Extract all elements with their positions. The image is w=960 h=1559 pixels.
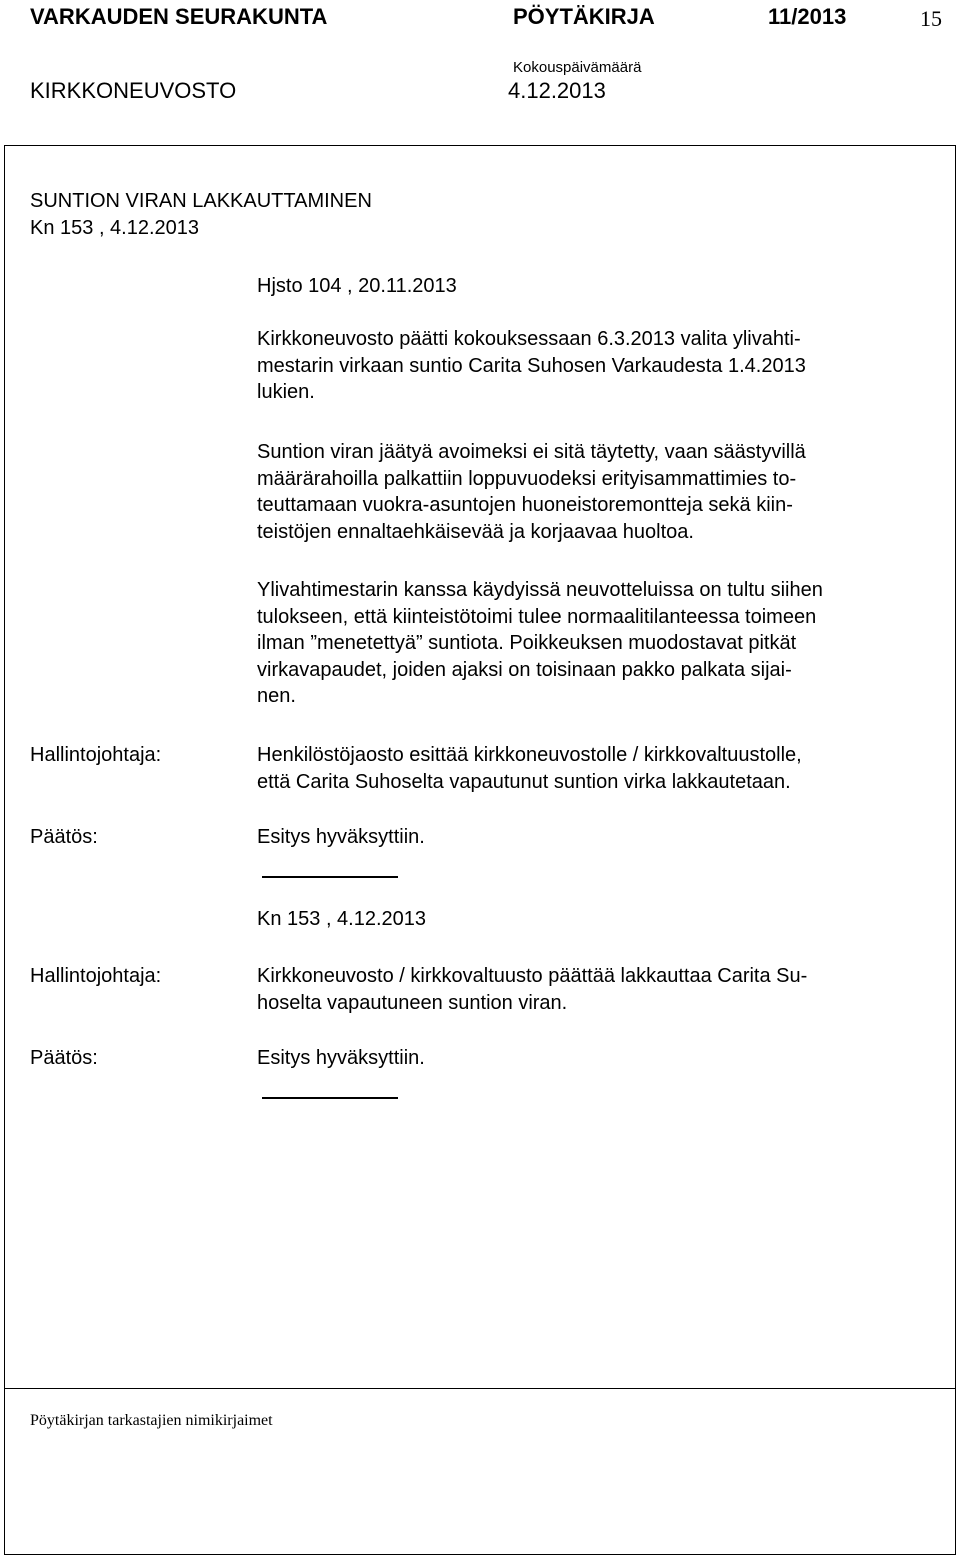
- paragraph-2: [257, 439, 937, 545]
- paragraph-line: Kirkkoneuvosto päätti kokouksessaan 6.3.2013 valita ylivahti-: [257, 328, 801, 350]
- proposal-label: Hallintojohtaja:: [30, 744, 162, 766]
- proposal-line: Kirkkoneuvosto / kirkkovaltuusto päättää lakkauttaa Carita Su-: [257, 965, 808, 987]
- paragraph-line: mestarin virkaan suntio Carita Suhosen Varkaudesta 1.4.2013: [257, 354, 806, 377]
- signatures-label: Pöytäkirjan tarkastajien nimikirjaimet: [30, 1412, 273, 1429]
- doc-type: PÖYTÄKIRJA: [513, 4, 655, 29]
- paragraph-line: ilman ”menetettyä” suntiota. Poikkeuksen muodostavat pitkät: [257, 632, 797, 654]
- body-name: KIRKKONEUVOSTO: [30, 78, 237, 103]
- proposal-label: Hallintojohtaja:: [30, 965, 162, 987]
- page-number: 15: [920, 6, 942, 31]
- kn-ref: Kn 153 , 4.12.2013: [257, 908, 427, 930]
- sub-ref: Hjsto 104 , 20.11.2013: [257, 275, 457, 297]
- paragraph-line: määrärahoilla palkattiin loppuvuodeksi erityisammattimies to-: [257, 467, 797, 490]
- section-ref: Kn 153 , 4.12.2013: [30, 217, 200, 239]
- decision-label: Päätös:: [30, 826, 98, 848]
- paragraph-line: tulokseen, että kiinteistötoimi tulee normaalitilanteessa toimeen: [257, 605, 817, 628]
- separator-rule: [262, 1097, 398, 1099]
- proposal-line: Henkilöstöjaosto esittää kirkkoneuvostolle / kirkkovaltuustolle,: [257, 744, 802, 766]
- paragraph-line: virkavapaudet, joiden ajaksi on toisinaan pakko palkata sijai-: [257, 658, 792, 681]
- proposal-line: että Carita Suhoselta vapautunut suntion virka lakkautetaan.: [257, 770, 791, 793]
- paragraph-line: Suntion viran jäätyä avoimeksi ei sitä täytetty, vaan säästyvillä: [257, 441, 806, 463]
- paragraph-line: teistöjen ennaltaehkäisevää ja korjaavaa huoltoa.: [257, 520, 694, 543]
- footer-divider: [4, 1388, 956, 1389]
- proposal-line: hoselta vapautuneen suntion viran.: [257, 991, 568, 1014]
- section-title: SUNTION VIRAN LAKKAUTTAMINEN: [30, 190, 372, 212]
- date-label: Kokouspäivämäärä: [513, 59, 642, 76]
- paragraph-line: nen.: [257, 685, 296, 707]
- paragraph-line: teuttamaan vuokra-asuntojen huoneistoremontteja sekä kiin-: [257, 494, 793, 516]
- paragraph-3: [257, 577, 937, 710]
- separator-rule: [262, 876, 398, 878]
- decision-text: Esitys hyväksyttiin.: [257, 1047, 425, 1069]
- org-name: VARKAUDEN SEURAKUNTA: [30, 4, 328, 29]
- proposal-text: [257, 742, 937, 795]
- paragraph-line: lukien.: [257, 381, 315, 403]
- decision-label: Päätös:: [30, 1047, 98, 1069]
- paragraph-1: [257, 326, 937, 406]
- proposal-text: [257, 963, 937, 1016]
- doc-number: 11/2013: [768, 4, 847, 29]
- paragraph-line: Ylivahtimestarin kanssa käydyissä neuvotteluissa on tultu siihen: [257, 579, 823, 601]
- decision-text: Esitys hyväksyttiin.: [257, 826, 425, 848]
- meeting-date: 4.12.2013: [508, 78, 606, 103]
